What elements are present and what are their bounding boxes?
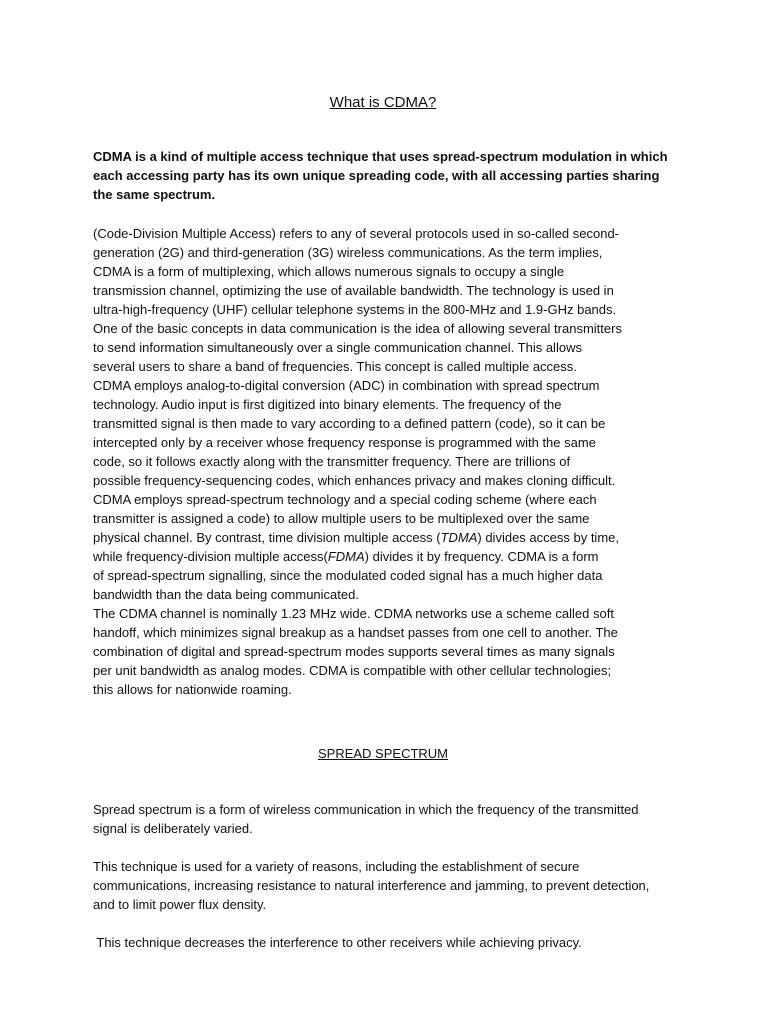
body-line: handoff, which minimizes signal breakup as a handset passes from one cell to another. The	[93, 625, 618, 640]
body-line: code, so it follows exactly along with the transmitter frequency. There are trillions of	[93, 454, 571, 469]
body-line-fdma: while frequency-division multiple access(FDMA) divides it by frequency. CDMA is a form	[93, 549, 599, 564]
ss-paragraph-3: This technique decreases the interference to other receivers while achieving privacy.	[93, 935, 582, 950]
body-line: One of the basic concepts in data communication is the idea of allowing several transmitters	[93, 321, 622, 336]
section-title: SPREAD SPECTRUM	[317, 746, 449, 761]
body-line: combination of digital and spread-spectrum modes supports several times as many signals	[93, 644, 615, 659]
page-title: What is CDMA?	[329, 94, 437, 111]
body-paragraph	[93, 224, 683, 699]
body-line: several users to share a band of frequencies. This concept is called multiple access.	[93, 359, 577, 374]
body-line: technology. Audio input is first digitized into binary elements. The frequency of the	[93, 397, 562, 412]
body-line: CDMA employs analog-to-digital conversion (ADC) in combination with spread spectrum	[93, 378, 600, 393]
body-line: CDMA is a form of multiplexing, which allows numerous signals to occupy a single	[93, 264, 565, 279]
body-line: (Code-Division Multiple Access) refers to any of several protocols used in so-called second-	[93, 226, 620, 241]
body-line: this allows for nationwide roaming.	[93, 682, 292, 697]
lead-paragraph: CDMA is a kind of multiple access technique that uses spread-spectrum modulation in which each accessing party has its own unique spreading code, with all accessing parties sharing the same spectrum.	[93, 149, 668, 202]
body-line: to send information simultaneously over a single communication channel. This allows	[93, 340, 582, 355]
body-line: CDMA employs spread-spectrum technology and a special coding scheme (where each	[93, 492, 597, 507]
body-line: intercepted only by a receiver whose frequency response is programmed with the same	[93, 435, 596, 450]
body-line: generation (2G) and third-generation (3G) wireless communications. As the term implies,	[93, 245, 603, 260]
body-line: bandwidth than the data being communicated.	[93, 587, 359, 602]
body-line: transmission channel, optimizing the use of available bandwidth. The technology is used in	[93, 283, 614, 298]
tdma-term: TDMA	[440, 530, 478, 545]
body-line: per unit bandwidth as analog modes. CDMA is compatible with other cellular technologies;	[93, 663, 612, 678]
ss-paragraph-1: Spread spectrum is a form of wireless communication in which the frequency of the transmitted signal is deliberately varied.	[93, 802, 639, 836]
fdma-term: FDMA	[327, 549, 365, 564]
body-line: The CDMA channel is nominally 1.23 MHz wide. CDMA networks use a scheme called soft	[93, 606, 614, 621]
body-line: possible frequency-sequencing codes, which enhances privacy and makes cloning difficult.	[93, 473, 616, 488]
body-line: transmitter is assigned a code) to allow multiple users to be multiplexed over the same	[93, 511, 590, 526]
ss-paragraph-2: This technique is used for a variety of reasons, including the establishment of secure communications, increasing resistance to natural interference and jamming, to prevent detection, and to limit power flux density.	[93, 859, 650, 912]
body-line: of spread-spectrum signalling, since the modulated coded signal has a much higher data	[93, 568, 603, 583]
body-line-tdma: physical channel. By contrast, time division multiple access (TDMA) divides access by time,	[93, 530, 619, 545]
body-line: transmitted signal is then made to vary according to a defined pattern (code), so it can be	[93, 416, 606, 431]
body-line: ultra-high-frequency (UHF) cellular telephone systems in the 800-MHz and 1.9-GHz bands.	[93, 302, 617, 317]
